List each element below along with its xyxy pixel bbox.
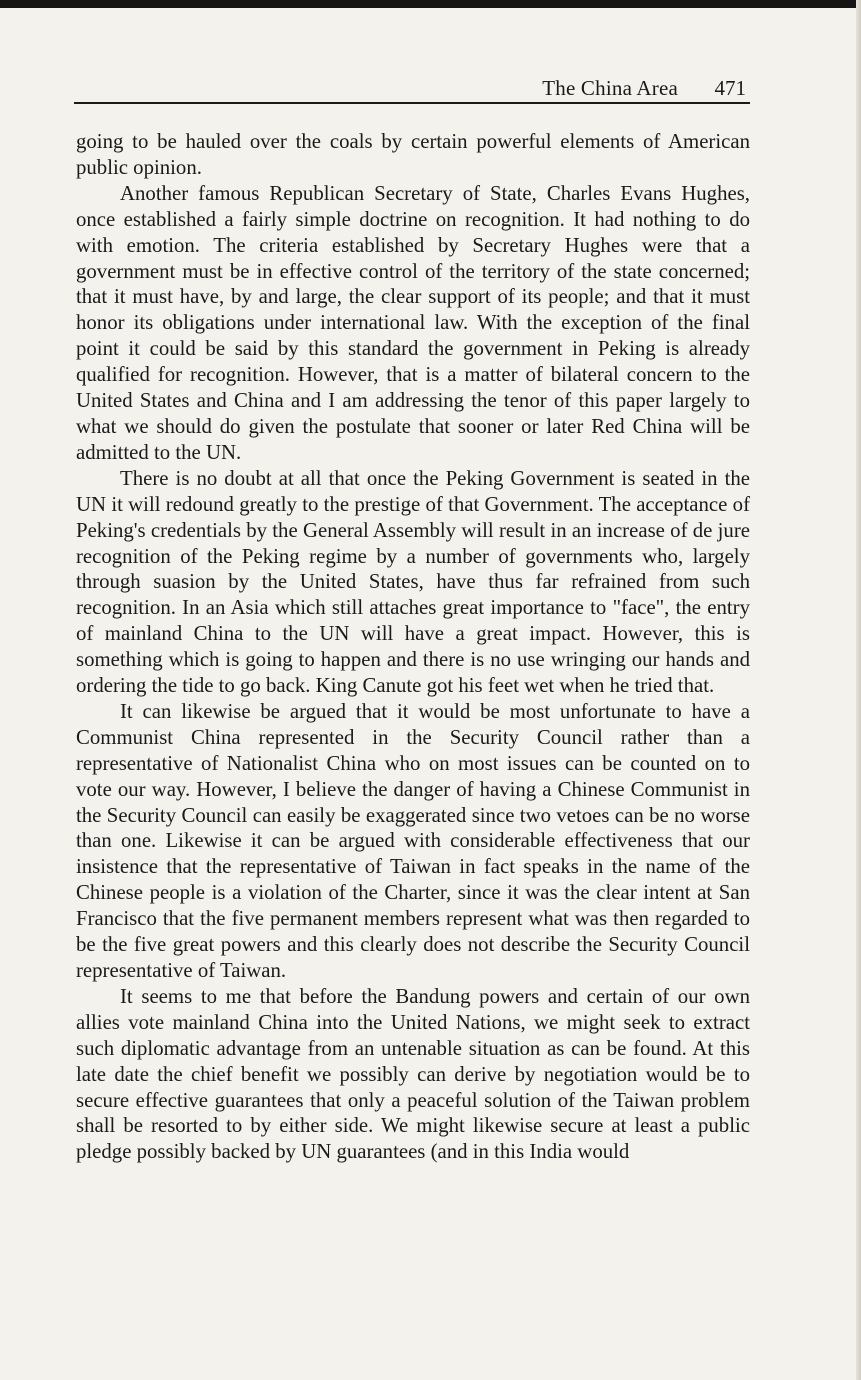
header-rule — [74, 102, 750, 104]
scan-page-edge — [856, 0, 861, 1380]
paragraph-security-council: It can likewise be argued that it would be most unfortunate to have a Communist China represented in the Security Council rather than a representative of Nationalist China who on most issues can be counted on to vote our way. However, I believe the danger of having a Chinese Communist in the Security Council can easily be exaggerated since two vetoes can be no worse than one. Likewise it can be argued with considerable effectiveness that our insistence that the representative of Taiwan in fact speaks in the name of the Chinese people is a violation of the Charter, since it was the clear intent at San Francisco that the five permanent members represent what was then regarded to be the five great powers and this clearly does not describe the Security Council representative of Taiwan. — [76, 699, 750, 982]
paragraph-bandung-powers: It seems to me that before the Bandung powers and certain of our own allies vote mainland China into the United Nations, we might seek to extract such diplomatic advantage from an untenable situation as can be found. At this late date the chief benefit we possibly can derive by negotiation would be to secure effective guarantees that only a peaceful solution of the Taiwan problem shall be resorted to by either side. We might likewise secure at least a public pledge possibly backed by UN guarantees (and in this India would — [76, 984, 750, 1164]
paragraph-hughes-doctrine: Another famous Republican Secretary of State, Charles Evans Hughes, once established a fairly simple doctrine on recognition. It had nothing to do with emotion. The criteria established by Secretary Hughes were that a government must be in effective control of the territory of the state concerned; that it must have, by and large, the clear support of its people; and that it must honor its obligations under international law. With the exception of the final point it could be said by this standard the government in Peking is already qualified for recognition. However, that is a matter of bilateral concern to the United States and China and I am addressing the tenor of this paper largely to what we should do given the postulate that sooner or later Red China will be admitted to the UN. — [76, 181, 750, 464]
body-text — [76, 129, 750, 1165]
running-header — [74, 74, 750, 104]
scan-top-border — [0, 0, 861, 8]
paragraph-continuation: going to be hauled over the coals by certain powerful elements of American public opinion. — [76, 130, 750, 179]
page-number: 471 — [714, 76, 746, 100]
running-head-title: The China Area — [542, 76, 678, 100]
paragraph-peking-prestige: There is no doubt at all that once the Peking Government is seated in the UN it will redound greatly to the prestige of that Government. The acceptance of Peking's credentials by the General Assembly will result in an increase of de jure recognition of the Peking regime by a number of governments who, largely through suasion by the United States, have thus far refrained from such recognition. In an Asia which still attaches great importance to "face", the entry of mainland China to the UN will have a great impact. However, this is something which is going to happen and there is no use wringing our hands and ordering the tide to go back. King Canute got his feet wet when he tried that. — [76, 466, 750, 698]
